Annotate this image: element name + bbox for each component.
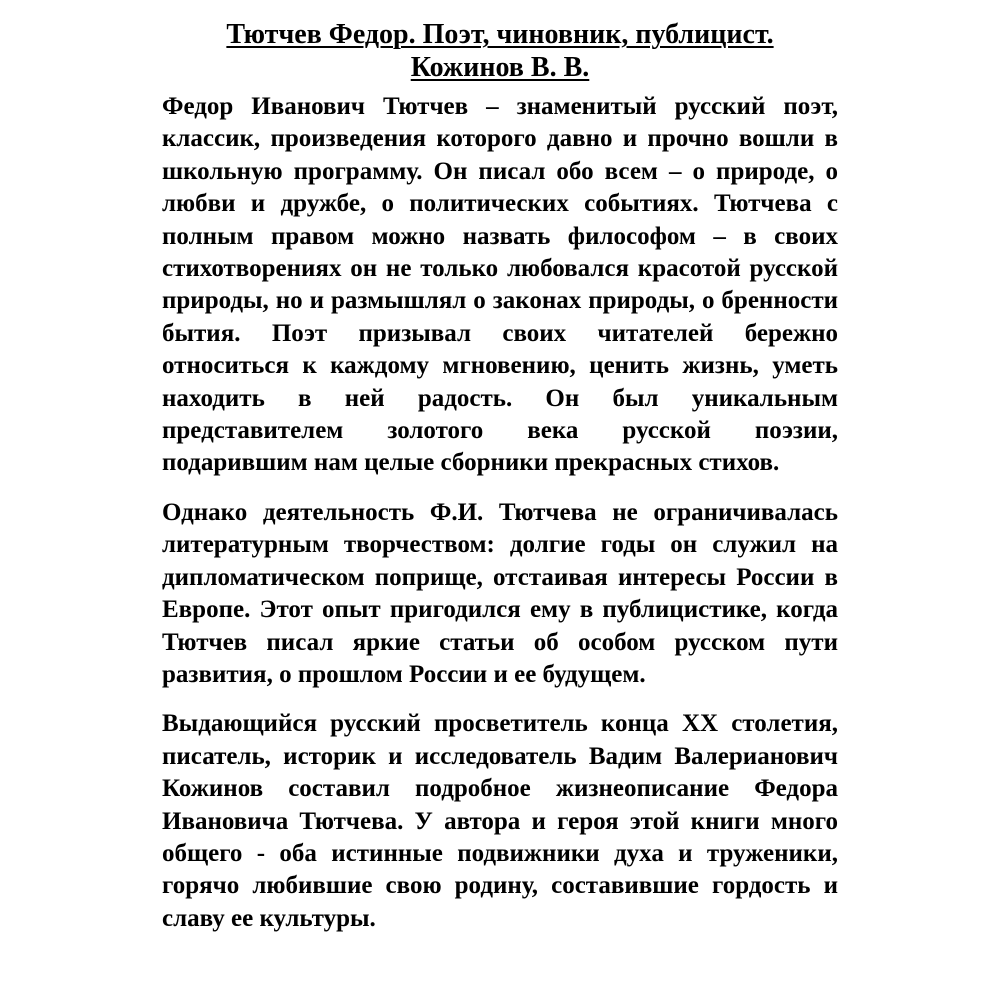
paragraph-diplomacy: Однако деятельность Ф.И. Тютчева не ограничивалась литературным творчеством: долгие годы он служил на дипломатическом поприще, отстаивая интересы России в Европе. Этот опыт пригодился ему в публицистике, когда Тютчев писал яркие статьи об особом русском пути развития, о прошлом России и ее будущем. — [162, 498, 838, 688]
book-title — [162, 18, 838, 51]
paragraph-kozhinov: Выдающийся русский просветитель конца XX столетия, писатель, историк и исследователь Вадим Валерианович Кожинов составил подробное жизнеописание Федора Ивановича Тютчева. У автора и героя этой книги много общего - оба истинные подвижники духа и труженики, горячо любившие свою родину, составившие гордость и славу ее культуры. — [162, 710, 838, 932]
book-author — [162, 51, 838, 84]
book-title-text: Тютчев Федор. Поэт, чиновник, публицист. — [226, 19, 774, 50]
paragraph-biography: Федор Иванович Тютчев – знаменитый русский поэт, классик, произведения которого давно и прочно вошли в школьную программу. Он писал обо всем – о природе, о любви и дружбе, о политических событиях. Тютчева с полным правом можно назвать философом – в своих стихотворениях он не только любовался красотой русской природы, но и размышлял о законах природы, о бренности бытия. Поэт призывал своих читателей бережно относиться к каждому мгновению, ценить жизнь, уметь находить в ней радость. Он был уникальным представителем золотого века русской поэзии, подарившим нам целые сборники прекрасных стихов. — [162, 93, 838, 477]
book-author-text: Кожинов В. В. — [410, 52, 590, 83]
